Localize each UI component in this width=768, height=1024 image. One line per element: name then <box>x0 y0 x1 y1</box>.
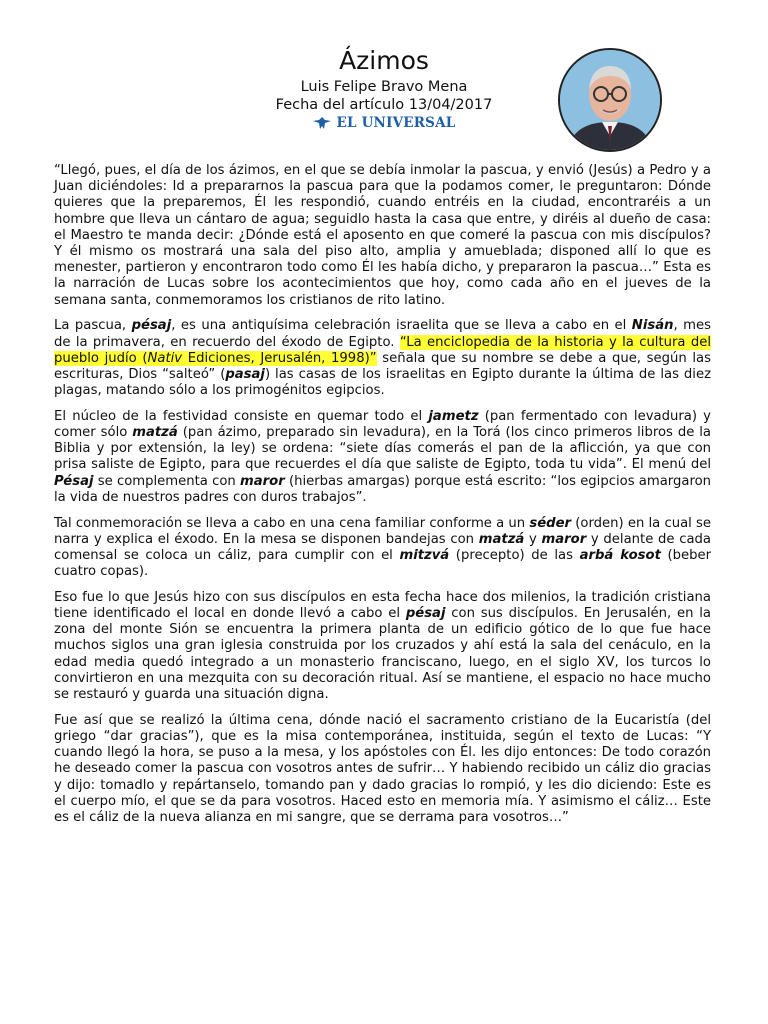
paragraph-3: El núcleo de la festividad consiste en quemar todo el jametz (pan fermentado con levadura) y comer sólo matzá (pan ázimo, preparado sin levadura), en la Torá (los cinco primeros libros de la Biblia y por extensión, la ley) se ordena: “siete días comerás el pan de la aflicción, ya que con prisa saliste de Egipto, para que recuerdes el día que saliste de Egipto, toda tu vida”. El menú del Pésaj se complementa con maror (hierbas amargas) porque está escrito: “los egipcios amargaron la vida de nuestros padres con duros trabajos”. <box>54 408 712 505</box>
paragraph-6: Fue así que se realizó la última cena, dónde nació el sacramento cristiano de la Eucaristía (del griego “dar gracias”), que es la misa contemporánea, instituida, según el texto de Lucas: “Y cuando llegó la hora, se puso a la mesa, y los apóstoles con Él. les dijo entonces: De todo corazón he deseado comer la pascua con vosotros antes de sufrir… Y habiendo recibido un cáliz dio gracias y dijo: tomadlo y repártanselo, tomando pan y dado gracias lo rompió, y les dio diciendo: Este es el cuerpo mío, el que se da para vosotros. Haced esto en memoria mía. Y asimismo el cáliz… Este es el cáliz de la nueva alianza en mi sangre, que se derrama para vosotros…” <box>54 712 711 826</box>
article-author: Luis Felipe Bravo Mena <box>300 79 468 95</box>
article-body <box>54 163 711 836</box>
paragraph-1: “Llegó, pues, el día de los ázimos, en el que se debía inmolar la pascua, y envió (Jesús) a Pedro y a Juan diciéndoles: Id a prepararnos la pascua para que la podamos comer, le preguntaron: Dónde quieres que la preparemos, Él les respondió, cuando entréis en la ciudad, encontraréis a un hombre que lleva un cántaro de agua; seguidlo hasta la casa que entre, y diréis al dueño de casa: el Maestro te manda decir: ¿Dónde está el aposento en que comeré la pascua con mis discípulos? Y él mismo os mostrará una sala del piso alto, amplia y amueblada; disponed allí lo que es menester, partieron y encontraron todo como Él les había dicho, y prepararon la pascua…” Esta es la narración de Lucas sobre los acontecimientos que hoy, como cada año en el jueves de la semana santa, conmemoramos los cristianos de rito latino. <box>54 163 711 308</box>
eagle-icon <box>312 116 332 130</box>
logo-text: EL UNIVERSAL <box>336 115 456 131</box>
highlighted-citation: “La enciclopedia de la historia y la cultura del pueblo judío (Nativ Ediciones, Jerusalén, 1998)” <box>54 334 711 366</box>
el-universal-logo <box>312 114 455 132</box>
author-avatar <box>558 48 662 152</box>
article-date: Fecha del artículo 13/04/2017 <box>275 97 493 113</box>
paragraph-4: Tal conmemoración se lleva a cabo en una cena familiar conforme a un séder (orden) en la cual se narra y explica el éxodo. En la mesa se disponen bandejas con matzá y maror y delante de cada comensal se coloca un cáliz, para cumplir con el mitzvá (precepto) de las arbá kosot (beber cuatro copas). <box>54 515 712 580</box>
paragraph-2: La pascua, pésaj, es una antiquísima celebración israelita que se lleva a cabo en el Nisán, mes de la primavera, en recuerdo del éxodo de Egipto. “La enciclopedia de la historia y la cultura del pueblo judío (Nativ Ediciones, Jerusalén, 1998)” señala que su nombre se debe a que, según las escrituras, Dios “salteó” (pasaj) las casas de los israelitas en Egipto durante la última de las diez plagas, matando sólo a los primogénitos egipcios. <box>54 318 711 399</box>
paragraph-5: Eso fue lo que Jesús hizo con sus discípulos en esta fecha hace dos milenios, la tradición cristiana tiene identificado el local en donde llevó a cabo el pésaj con sus discípulos. En Jerusalén, en la zona del monte Sión se encuentra la primera planta de un edificio gótico de lo que fue hace muchos siglos una gran iglesia construida por los cruzados y ahí está la sala del cenáculo, en la edad media quedó integrado a un monasterio franciscano, luego, en el siglo XV, los turcos lo convirtieron en una mezquita con su decoración ritual. Así se mantiene, el espacio no hace mucho se restauró y guarda una situación digna. <box>54 589 711 703</box>
article-title: Ázimos <box>339 46 429 75</box>
